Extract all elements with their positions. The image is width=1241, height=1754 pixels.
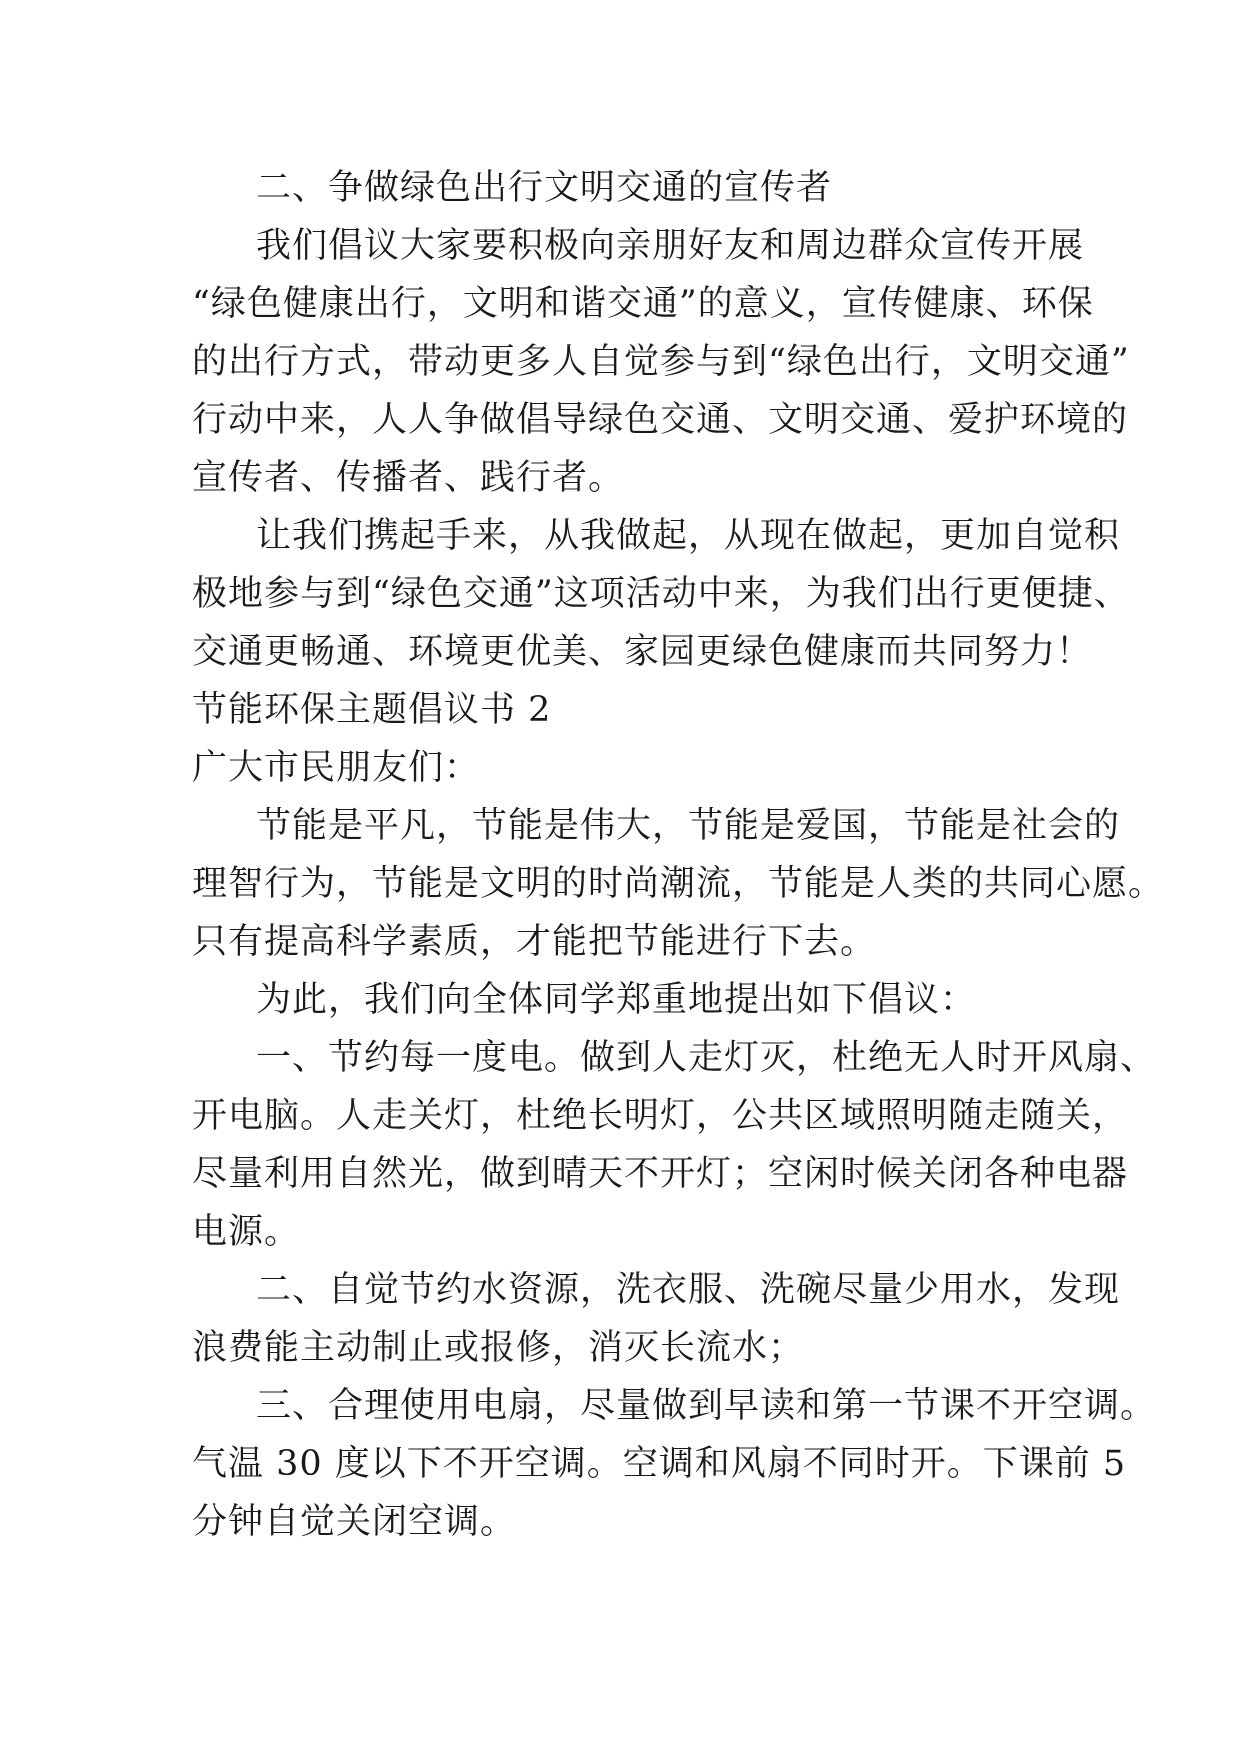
paragraph-line: 为此，我们向全体同学郑重地提出如下倡议： — [256, 980, 977, 1020]
paragraph-line: 气温 30 度以下不开空调。空调和风扇不同时开。下课前 5 — [192, 1444, 1127, 1484]
paragraph-line: 我们倡议大家要积极向亲朋好友和周边群众宣传开展 — [256, 226, 1085, 266]
section-heading-green-travel: 二、争做绿色出行文明交通的宣传者 — [256, 168, 833, 208]
paragraph-line: 电源。 — [192, 1212, 301, 1252]
paragraph-line: 分钟自觉关闭空调。 — [192, 1502, 517, 1542]
paragraph-line: 开电脑。人走关灯，杜绝长明灯，公共区域照明随走随关， — [192, 1096, 1129, 1136]
paragraph-line: 只有提高科学素质，才能把节能进行下去。 — [192, 922, 877, 962]
paragraph-line: 的出行方式，带动更多人自觉参与到“绿色出行，文明交通” — [192, 342, 1130, 382]
paragraph-line: 行动中来，人人争做倡导绿色交通、文明交通、爱护环境的 — [192, 400, 1129, 440]
paragraph-line: 交通更畅通、环境更优美、家园更绿色健康而共同努力！ — [192, 632, 1093, 672]
paragraph-line: 理智行为，节能是文明的时尚潮流，节能是人类的共同心愿。 — [192, 864, 1165, 904]
paragraph-line: 让我们携起手来，从我做起，从现在做起，更加自觉积 — [256, 516, 1121, 556]
paragraph-line: 三、合理使用电扇，尽量做到早读和第一节课不开空调。 — [256, 1386, 1157, 1426]
salutation: 广大市民朋友们： — [192, 748, 481, 788]
paragraph-line: 一、节约每一度电。做到人走灯灭，杜绝无人时开风扇、 — [256, 1038, 1157, 1078]
paragraph-line: 浪费能主动制止或报修，消灭长流水； — [192, 1328, 805, 1368]
paragraph-line: 宣传者、传播者、践行者。 — [192, 458, 625, 498]
document-title: 节能环保主题倡议书 2 — [192, 690, 552, 730]
paragraph-line: 节能是平凡，节能是伟大，节能是爱国，节能是社会的 — [256, 806, 1121, 846]
paragraph-line: “绿色健康出行，文明和谐交通”的意义，宣传健康、环保 — [192, 284, 1094, 324]
paragraph-line: 尽量利用自然光，做到晴天不开灯；空闲时候关闭各种电器 — [192, 1154, 1129, 1194]
paragraph-line: 二、自觉节约水资源，洗衣服、洗碗尽量少用水，发现 — [256, 1270, 1121, 1310]
paragraph-line: 极地参与到“绿色交通”这项活动中来，为我们出行更便捷、 — [192, 574, 1130, 614]
